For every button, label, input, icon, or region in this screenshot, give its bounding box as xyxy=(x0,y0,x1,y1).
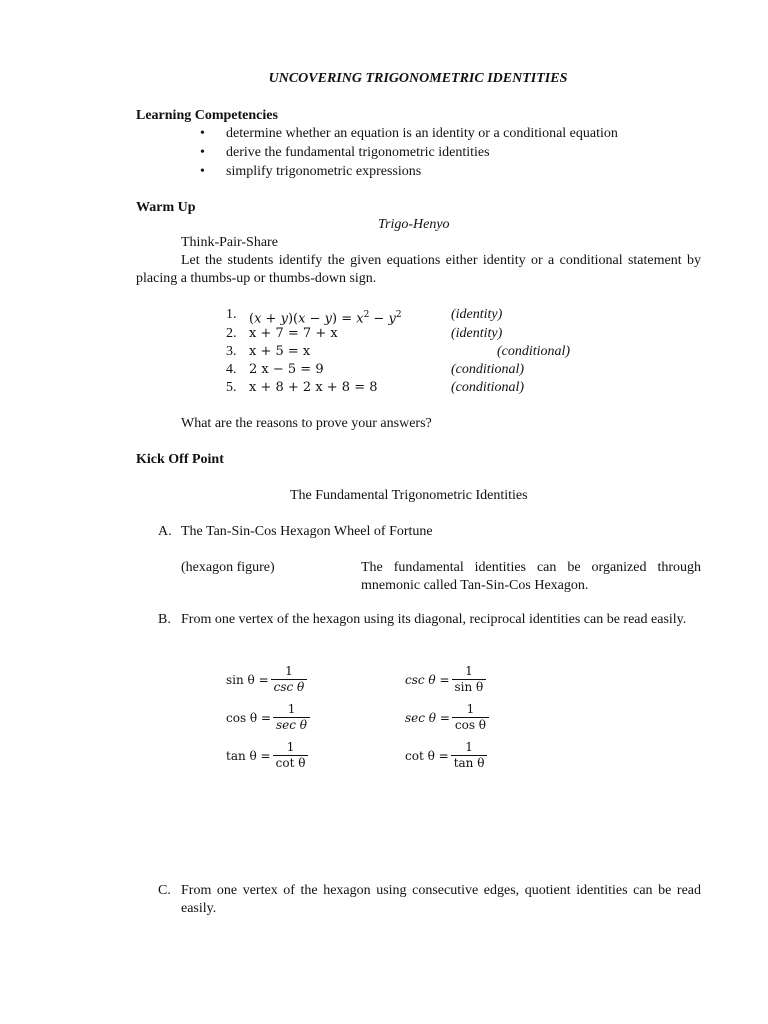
bullet-icon: • xyxy=(200,126,205,141)
bullet-icon: • xyxy=(200,164,205,179)
identity-numerator: 1 xyxy=(466,702,475,716)
warm-up-instruction: Let the students identify the given equations either identity or a conditional statement by placing a thumbs-up or thumbs-down sign. xyxy=(136,253,701,286)
equation-answer: (conditional) xyxy=(451,362,525,377)
identity-csc-reciprocal xyxy=(405,664,486,695)
item-b-text: From one vertex of the hexagon using its diagonal, reciprocal identities can be read easily. xyxy=(181,612,687,627)
identity-cos-reciprocal xyxy=(226,702,310,733)
competency-item: derive the fundamental trigonometric identities xyxy=(226,145,490,160)
equation-answer: (identity) xyxy=(451,307,503,322)
item-letter-a: A. xyxy=(158,524,172,539)
equation-answer: (identity) xyxy=(451,326,503,341)
hexagon-description: The fundamental identities can be organized through mnemonic called Tan-Sin-Cos Hexagon. xyxy=(361,560,701,593)
bullet-icon: • xyxy=(200,145,205,160)
identity-numerator: 1 xyxy=(465,664,473,678)
identity-denominator: cot θ xyxy=(273,755,309,771)
identity-lhs: sec θ = xyxy=(405,710,450,725)
competency-item: simplify trigonometric expressions xyxy=(226,164,422,179)
equation-4: 2 x − 5 = 9 xyxy=(249,362,324,377)
identity-lhs: tan θ = xyxy=(226,748,271,763)
learning-competencies-heading: Learning Competencies xyxy=(136,108,278,123)
item-letter-b: B. xyxy=(158,612,171,627)
identity-denominator: sec θ xyxy=(273,717,310,733)
equation-answer: (conditional) xyxy=(497,344,571,359)
item-letter-c: C. xyxy=(158,883,171,898)
equation-number: 4. xyxy=(226,362,237,377)
equation-3: x + 5 = x xyxy=(249,344,311,359)
warm-up-heading: Warm Up xyxy=(136,200,196,215)
equation-number: 2. xyxy=(226,326,237,341)
identity-lhs: cot θ = xyxy=(405,748,449,763)
section-subtitle: The Fundamental Trigonometric Identities xyxy=(290,488,528,503)
equation-5: x + 8 + 2 x + 8 = 8 xyxy=(249,380,378,395)
equation-answer: (conditional) xyxy=(451,380,525,395)
identity-lhs: sin θ = xyxy=(226,672,269,687)
identity-denominator: cos θ xyxy=(452,717,489,733)
identity-sin-reciprocal xyxy=(226,664,307,695)
identity-denominator: sin θ xyxy=(452,679,487,695)
document-title: UNCOVERING TRIGONOMETRIC IDENTITIES xyxy=(268,71,568,86)
activity-title: Trigo-Henyo xyxy=(378,217,450,232)
identity-numerator: 1 xyxy=(287,702,296,716)
equation-number: 3. xyxy=(226,344,237,359)
item-c-text: From one vertex of the hexagon using consecutive edges, quotient identities can be read easily. xyxy=(181,883,701,916)
item-a-text: The Tan-Sin-Cos Hexagon Wheel of Fortune xyxy=(181,524,433,539)
equation-number: 5. xyxy=(226,380,237,395)
identity-numerator: 1 xyxy=(285,664,293,678)
identity-lhs: csc θ = xyxy=(405,672,450,687)
equation-1: $(x + y)(x - y) = x^2 - y^2$ xyxy=(249,310,402,327)
identity-numerator: 1 xyxy=(286,740,295,754)
identity-lhs: cos θ = xyxy=(226,710,272,725)
equation-2: x + 7 = 7 + x xyxy=(249,326,338,341)
reasons-question: What are the reasons to prove your answers? xyxy=(181,416,432,431)
equation-number: 1. xyxy=(226,307,237,322)
competency-item: determine whether an equation is an identity or a conditional equation xyxy=(226,126,618,141)
identity-cot-reciprocal xyxy=(405,740,487,771)
identity-sec-reciprocal xyxy=(405,702,489,733)
hexagon-figure-placeholder: (hexagon figure) xyxy=(181,560,275,575)
identity-denominator: tan θ xyxy=(451,755,488,771)
kick-off-heading: Kick Off Point xyxy=(136,452,224,467)
identity-denominator: csc θ xyxy=(271,679,308,695)
identity-tan-reciprocal xyxy=(226,740,308,771)
strategy-label: Think-Pair-Share xyxy=(181,235,278,250)
identity-numerator: 1 xyxy=(465,740,473,754)
